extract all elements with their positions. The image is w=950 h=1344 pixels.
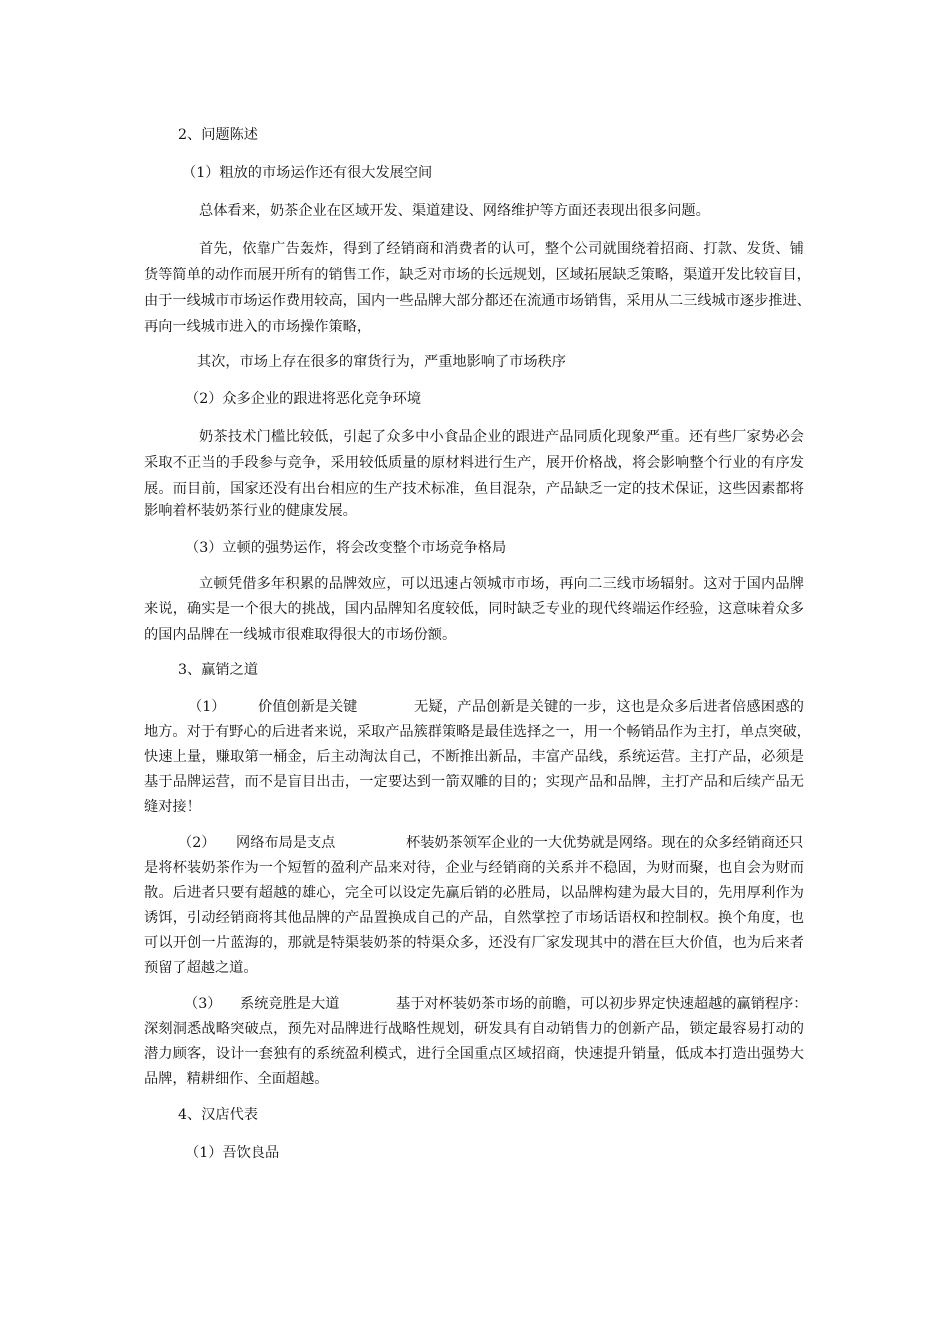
section-3-1-number: （1） — [188, 699, 226, 715]
section-2-1-paragraph-2-line-1: 首先，依靠广告轰炸，得到了经销商和消费者的认可，整个公司就围绕着招商、打款、发货、铺 — [199, 241, 804, 257]
section-3-3-line-3: 品牌，精耕细作、全面超越。 — [144, 1071, 329, 1087]
section-3-1-title: 价值创新是关键 — [258, 699, 358, 715]
section-3-1-lead: 无疑，产品创新是关键的一步，这也是众多后进者倍感困惑的 — [414, 699, 804, 715]
section-2-1-heading: （1）粗放的市场运作还有很大发展空间 — [182, 165, 433, 181]
section-2-2-paragraph-line-4: 影响着杯装奶茶行业的健康发展。 — [144, 503, 357, 519]
section-3-1-line-2: 快速上量，赚取第一桶金，后主动淘汰自己，不断推出新品，丰富产品线，系统运营。主打产品，必须是 — [144, 749, 804, 765]
section-3-2-line-3: 诱饵，引动经销商将其他品牌的产品置换成自己的产品，自然掌控了市场话语权和控制权。换个角度，也 — [144, 910, 804, 926]
section-3-2-line-2: 散。后进者只要有超越的雄心，完全可以设定先赢后销的必胜局，以品牌构建为最大目的，先用厚利作为 — [144, 885, 804, 901]
section-3-1-line-4: 缝对接！ — [144, 799, 201, 815]
section-4-heading: 4、汉店代表 — [178, 1107, 258, 1123]
section-2-3-heading: （3）立顿的强势运作，将会改变整个市场竞争格局 — [185, 540, 507, 556]
section-3-3-lead: 基于对杯装奶茶市场的前瞻，可以初步界定快速超越的赢销程序： — [396, 996, 808, 1012]
section-3-2-title: 网络布局是支点 — [236, 835, 336, 851]
section-2-1-paragraph-2-line-3: 由于一线城市市场运作费用较高，国内一些品牌大部分都还在流通市场销售，采用从二三线城市逐步推进、 — [144, 293, 811, 309]
section-3-3-title: 系统竞胜是大道 — [240, 996, 340, 1012]
section-2-1-paragraph-2-line-4: 再向一线城市进入的市场操作策略， — [144, 319, 372, 335]
section-2-3-paragraph-line-3: 的国内品牌在一线城市很难取得很大的市场份额。 — [144, 627, 457, 643]
section-2-1-paragraph-2-line-2: 货等简单的动作而展开所有的销售工作，缺乏对市场的长远规划，区域拓展缺乏策略，渠道开发比较盲目， — [144, 267, 811, 283]
section-3-2-line-4: 可以开创一片蓝海的，那就是特渠装奶茶的特渠众多，还没有厂家发现其中的潜在巨大价值，也为后来者 — [144, 935, 804, 951]
section-3-2-lead: 杯装奶茶领军企业的一大优势就是网络。现在的众多经销商还只 — [406, 835, 804, 851]
section-2-2-heading: （2）众多企业的跟进将恶化竞争环境 — [185, 391, 422, 407]
section-3-2-number: （2） — [178, 835, 216, 851]
section-2-1-paragraph-3: 其次，市场上存在很多的窜货行为，严重地影响了市场秩序 — [197, 354, 566, 370]
section-2-heading: 2、问题陈述 — [178, 127, 258, 143]
section-2-2-paragraph-line-1: 奶茶技术门槛比较低，引起了众多中小食品企业的跟进产品同质化现象严重。还有些厂家势必会 — [199, 429, 804, 445]
section-2-1-paragraph-1: 总体看来，奶茶企业在区域开发、渠道建设、网络维护等方面还表现出很多问题。 — [199, 203, 710, 219]
section-3-1-line-1: 地方。对于有野心的后进者来说，采取产品簇群策略是最佳选择之一，用一个畅销品作为主打，单点突破， — [144, 724, 811, 740]
section-2-3-paragraph-line-2: 来说，确实是一个很大的挑战，国内品牌知名度较低，同时缺乏专业的现代终端运作经验，这意味着众多 — [144, 601, 804, 617]
section-2-2-paragraph-line-3: 展。而目前，国家还没有出台相应的生产技术标准，鱼目混杂，产品缺乏一定的技术保证，这些因素都将 — [144, 481, 804, 497]
section-3-3-line-1: 深刻洞悉战略突破点，预先对品牌进行战略性规划，研发具有自动销售力的创新产品，锁定最容易打动的 — [144, 1021, 804, 1037]
section-4-1-heading: （1）吾饮良品 — [185, 1145, 280, 1161]
section-2-2-paragraph-line-2: 采取不正当的手段参与竞争，采用较低质量的原材料进行生产，展开价格战，将会影响整个行业的有序发 — [144, 455, 804, 471]
section-3-heading: 3、赢销之道 — [178, 662, 258, 678]
section-2-3-paragraph-line-1: 立顿凭借多年积累的品牌效应，可以迅速占领城市市场，再向二三线市场辐射。这对于国内品牌 — [199, 576, 804, 592]
section-3-1-line-3: 基于品牌运营，而不是盲目出击，一定要达到一箭双雕的目的；实现产品和品牌，主打产品和后续产品无 — [144, 774, 804, 790]
section-3-2-line-5: 预留了超越之道。 — [144, 960, 258, 976]
section-3-3-number: （3） — [184, 996, 222, 1012]
section-3-2-line-1: 是将杯装奶茶作为一个短暂的盈利产品来对待，企业与经销商的关系并不稳固，为财而聚，也自会为财而 — [144, 860, 804, 876]
section-3-3-line-2: 潜力顾客，设计一套独有的系统盈利模式，进行全国重点区域招商，快速提升销量，低成本打造出强势大 — [144, 1046, 804, 1062]
